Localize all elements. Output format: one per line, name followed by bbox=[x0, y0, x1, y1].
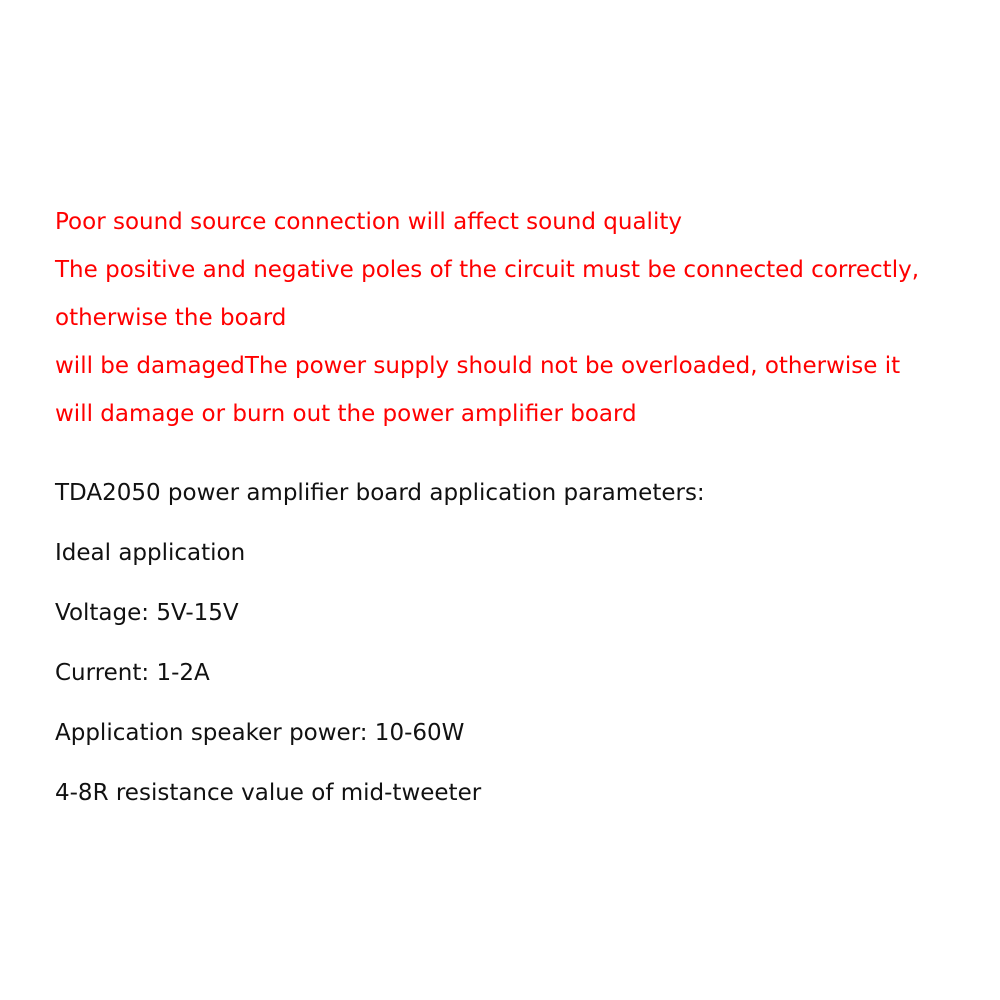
warning-line-overload: will be damagedThe power supply should not be overloaded, otherwise it bbox=[55, 353, 901, 379]
speaker-power-spec: Application speaker power: 10-60W bbox=[55, 720, 465, 746]
current-spec: Current: 1-2A bbox=[55, 660, 210, 686]
voltage-spec: Voltage: 5V-15V bbox=[55, 600, 239, 626]
resistance-spec: 4-8R resistance value of mid-tweeter bbox=[55, 780, 482, 806]
warning-line-polarity: The positive and negative poles of the circuit must be connected correctly, bbox=[55, 257, 920, 283]
ideal-application-label: Ideal application bbox=[55, 540, 246, 566]
application-parameters bbox=[55, 463, 995, 823]
warning-line-burn-out: will damage or burn out the power amplifier board bbox=[55, 401, 637, 427]
warning-line-sound-quality: Poor sound source connection will affect sound quality bbox=[55, 209, 682, 235]
warning-line-board-damage: otherwise the board bbox=[55, 305, 287, 331]
parameters-heading: TDA2050 power amplifier board application parameters: bbox=[55, 480, 705, 506]
warning-notes bbox=[55, 198, 995, 438]
